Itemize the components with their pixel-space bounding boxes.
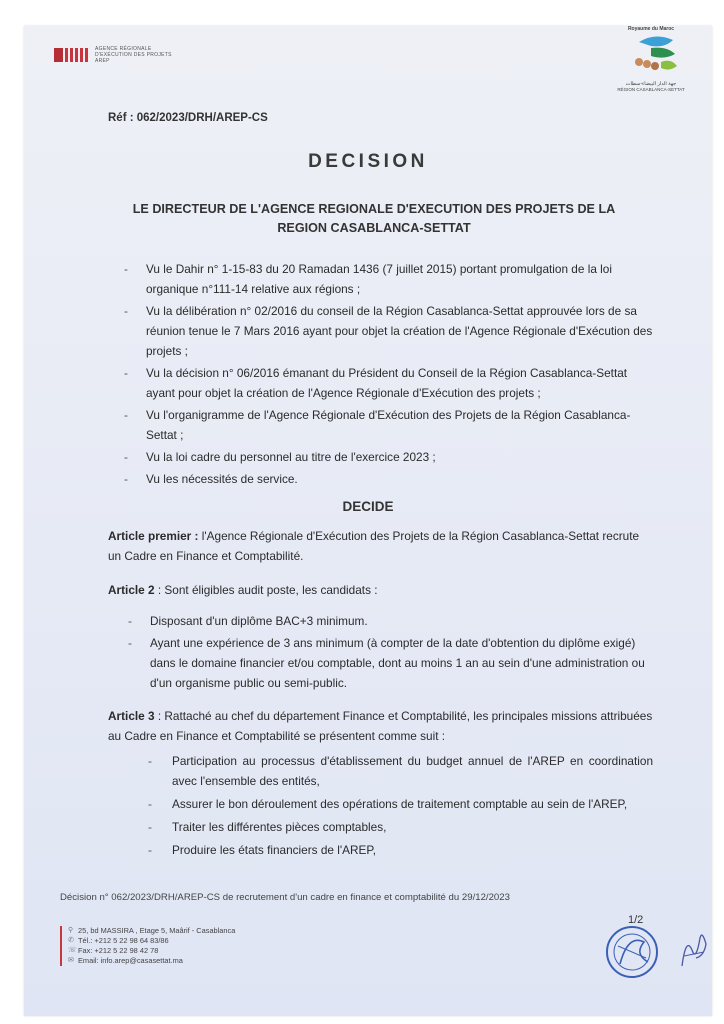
list-item: - Vu l'organigramme de l'Agence Régionale d'Exécution des Projets de la Région Casablanca-Settat ; [124,405,654,445]
region-french-name: RÉGION CASABLANCA-SETTAT [617,87,685,92]
phone-icon: ✆ [68,937,74,944]
article-1 [108,526,653,566]
region-emblem-icon [621,32,681,76]
official-stamp-icon [604,924,660,980]
contact-email: ✉ Email : info.arep@casasettat.ma [68,956,183,965]
footer-note: Décision n° 062/2023/DRH/AREP-CS de recrutement d'un cadre en finance et comptabilité du 29/12/2023 [60,892,510,903]
document-page [24,26,712,1016]
list-item: - Vu le Dahir n° 1-15-83 du 20 Ramadan 1436 (7 juillet 2015) portant promulgation de la loi organique n°111-14 relative aux régions ; [124,259,654,299]
list-item: - Vu la loi cadre du personnel au titre de l'exercice 2023 ; [124,447,654,467]
article-text: l'Agence Régionale d'Exécution des Projets de la Région Casablanca-Settat recrute un Cadre en Finance et Comptabilité. [108,529,640,563]
considerations-list [124,259,654,491]
article-text: : Rattaché au chef du département Finance et Comptabilité, les principales missions attribuées au Cadre en Finance et Comptabilité se présentent comme suit : [108,709,653,743]
article-label: Article premier : [108,529,199,543]
list-item: - Assurer le bon déroulement des opérations de traitement comptable au sein de l'AREP, [148,794,653,814]
region-kingdom-text: Royaume du Maroc [627,26,675,32]
fax-icon: ☏ [68,947,77,954]
list-item: - Disposant d'un diplôme BAC+3 minimum. [128,611,653,631]
contact-phone: ✆ Tél. : +212 5 22 98 64 83/86 [68,936,169,945]
contact-block [60,926,235,966]
list-item: - Vu la délibération n° 02/2016 du conseil de la Région Casablanca-Settat approuvée lors de sa réunion tenue le 7 Mars 2016 ayant pour objet la création de l'Agence Régionale d'Exécution des projets ; [124,301,654,361]
region-logo [608,26,694,92]
signature-icon [678,926,710,972]
location-pin-icon: ⚲ [68,927,74,934]
reference-number: Réf : 062/2023/DRH/AREP-CS [108,112,268,124]
article-3 [108,706,653,746]
list-item: - Traiter les différentes pièces comptables, [148,817,653,837]
article-text: : Sont éligibles audit poste, les candidats : [154,583,378,597]
arep-name: AGENCE RÉGIONALE D'EXÉCUTION DES PROJETS AREP [95,46,172,64]
article-label: Article 3 [108,709,155,723]
document-title: DECISION [308,151,428,172]
list-item: - Produire les états financiers de l'AREP, [148,840,653,860]
email-icon: ✉ [68,957,74,964]
director-heading: LE DIRECTEUR DE L'AGENCE REGIONALE D'EXECUTION DES PROJETS DE LA REGION CASABLANCA-SETTAT [132,202,616,235]
eligibility-list [128,611,653,695]
missions-list [148,751,653,863]
decide-heading: DECIDE [342,499,394,514]
list-item: - Vu les nécessités de service. [124,469,654,489]
list-item: - Participation au processus d'établissement du budget annuel de l'AREP en coordination avec l'ensemble des entités, [148,751,653,791]
article-2 [108,580,653,600]
contact-address: ⚲ 25, bd MASSIRA , Etage 5, Maârif - Casablanca [68,926,236,935]
arep-bars-icon [54,48,88,62]
article-label: Article 2 [108,583,155,597]
page-number: 1/2 [628,914,644,926]
contact-fax: ☏ Fax : +212 5 22 98 42 78 [68,946,159,955]
arep-logo [54,46,172,64]
list-item: - Ayant une expérience de 3 ans minimum (à compter de la date d'obtention du diplôme exigé) dans le domaine financier et/ou comptable, dont au moins 1 an au sein d'une administration ou d'un organisme public ou semi-public. [128,633,653,693]
region-arabic-name: جهة الدار البيضاء-سطات [625,81,677,87]
list-item: - Vu la décision n° 06/2016 émanant du Président du Conseil de la Région Casablanca-Settat ayant pour objet la création de l'Agence Régionale d'Exécution des projets ; [124,363,654,403]
